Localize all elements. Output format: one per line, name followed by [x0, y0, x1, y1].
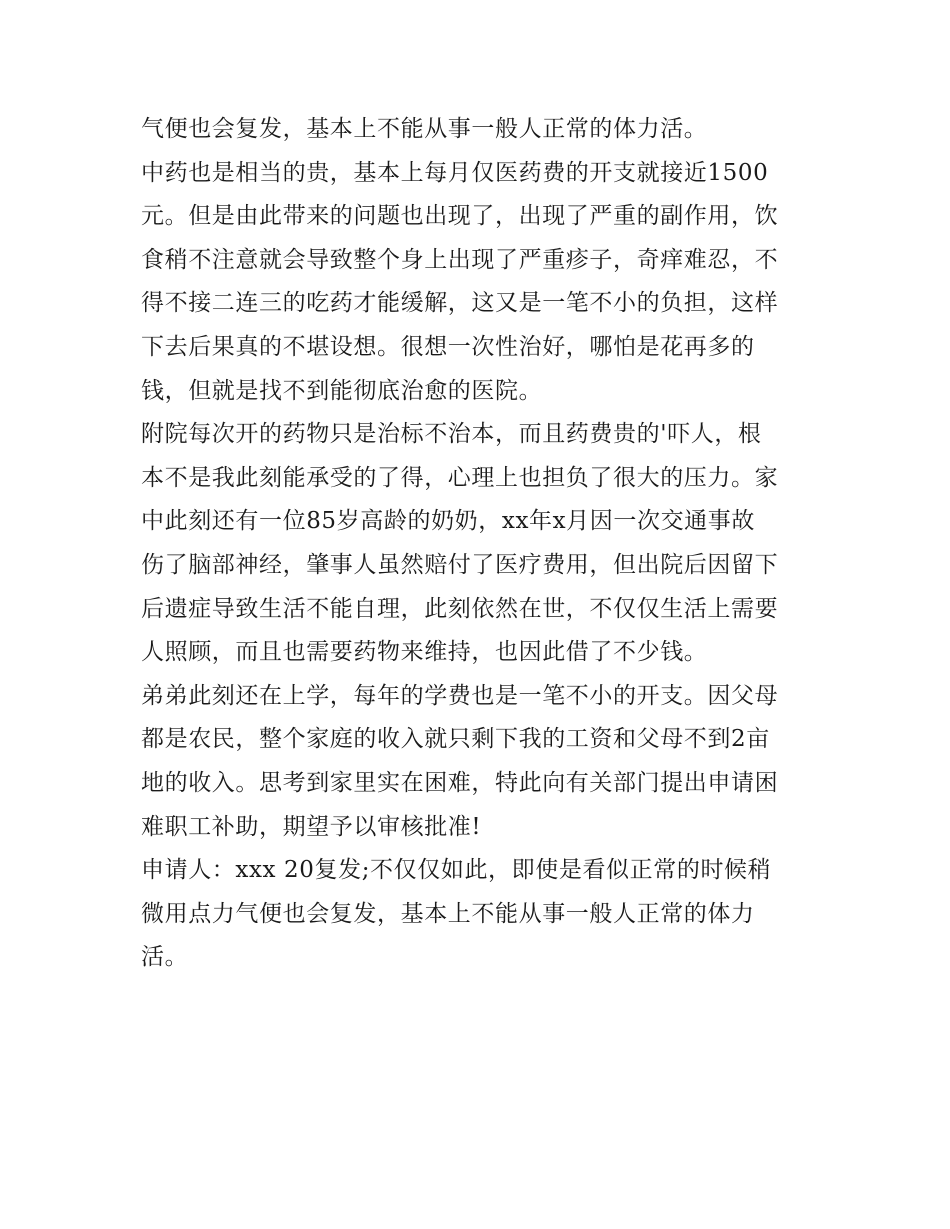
text-line: 都是农民，整个家庭的收入就只剩下我的工资和父母不到2亩	[141, 726, 770, 753]
text-line: 得不接二连三的吃药才能缓解，这又是一笔不小的负担，这样	[141, 290, 779, 317]
text-line: 本不是我此刻能承受的了得，心理上也担负了很大的压力。家	[141, 464, 779, 491]
text-line: 下去后果真的不堪设想。很想一次性治好，哪怕是花再多的	[141, 333, 755, 360]
text-line: 中药也是相当的贵，基本上每月仅医药费的开支就接近1500	[141, 159, 769, 186]
text-line: 伤了脑部神经，肇事人虽然赔付了医疗费用，但出院后因留下	[141, 551, 779, 578]
text-line: 食稍不注意就会导致整个身上出现了严重疹子，奇痒难忍，不	[141, 246, 779, 273]
text-line: 难职工补助，期望予以审核批准!	[141, 813, 482, 840]
document-body	[141, 108, 821, 980]
text-line: 活。	[141, 944, 189, 971]
text-line: 气便也会复发，基本上不能从事一般人正常的体力活。	[141, 116, 708, 142]
text-line: 弟弟此刻还在上学，每年的学费也是一笔不小的开支。因父母	[141, 682, 779, 709]
text-line: 中此刻还有一位85岁高龄的奶奶，xx年x月因一次交通事故	[141, 508, 755, 535]
text-line: 申请人：xxx 20复发;不仅仅如此，即使是看似正常的时候稍	[141, 857, 772, 884]
text-line: 微用点力气便也会复发，基本上不能从事一般人正常的体力	[141, 900, 755, 927]
text-line: 钱，但就是找不到能彻底治愈的医院。	[141, 377, 543, 404]
text-line: 人照顾，而且也需要药物来维持，也因此借了不少钱。	[141, 639, 708, 666]
text-line: 后遗症导致生活不能自理，此刻依然在世，不仅仅生活上需要	[141, 595, 779, 622]
text-line: 附院每次开的药物只是治标不治本，而且药费贵的'吓人，根	[141, 421, 762, 448]
text-line: 元。但是由此带来的问题也出现了，出现了严重的副作用，饮	[141, 203, 779, 230]
text-line: 地的收入。思考到家里实在困难，特此向有关部门提出申请困	[141, 769, 779, 796]
